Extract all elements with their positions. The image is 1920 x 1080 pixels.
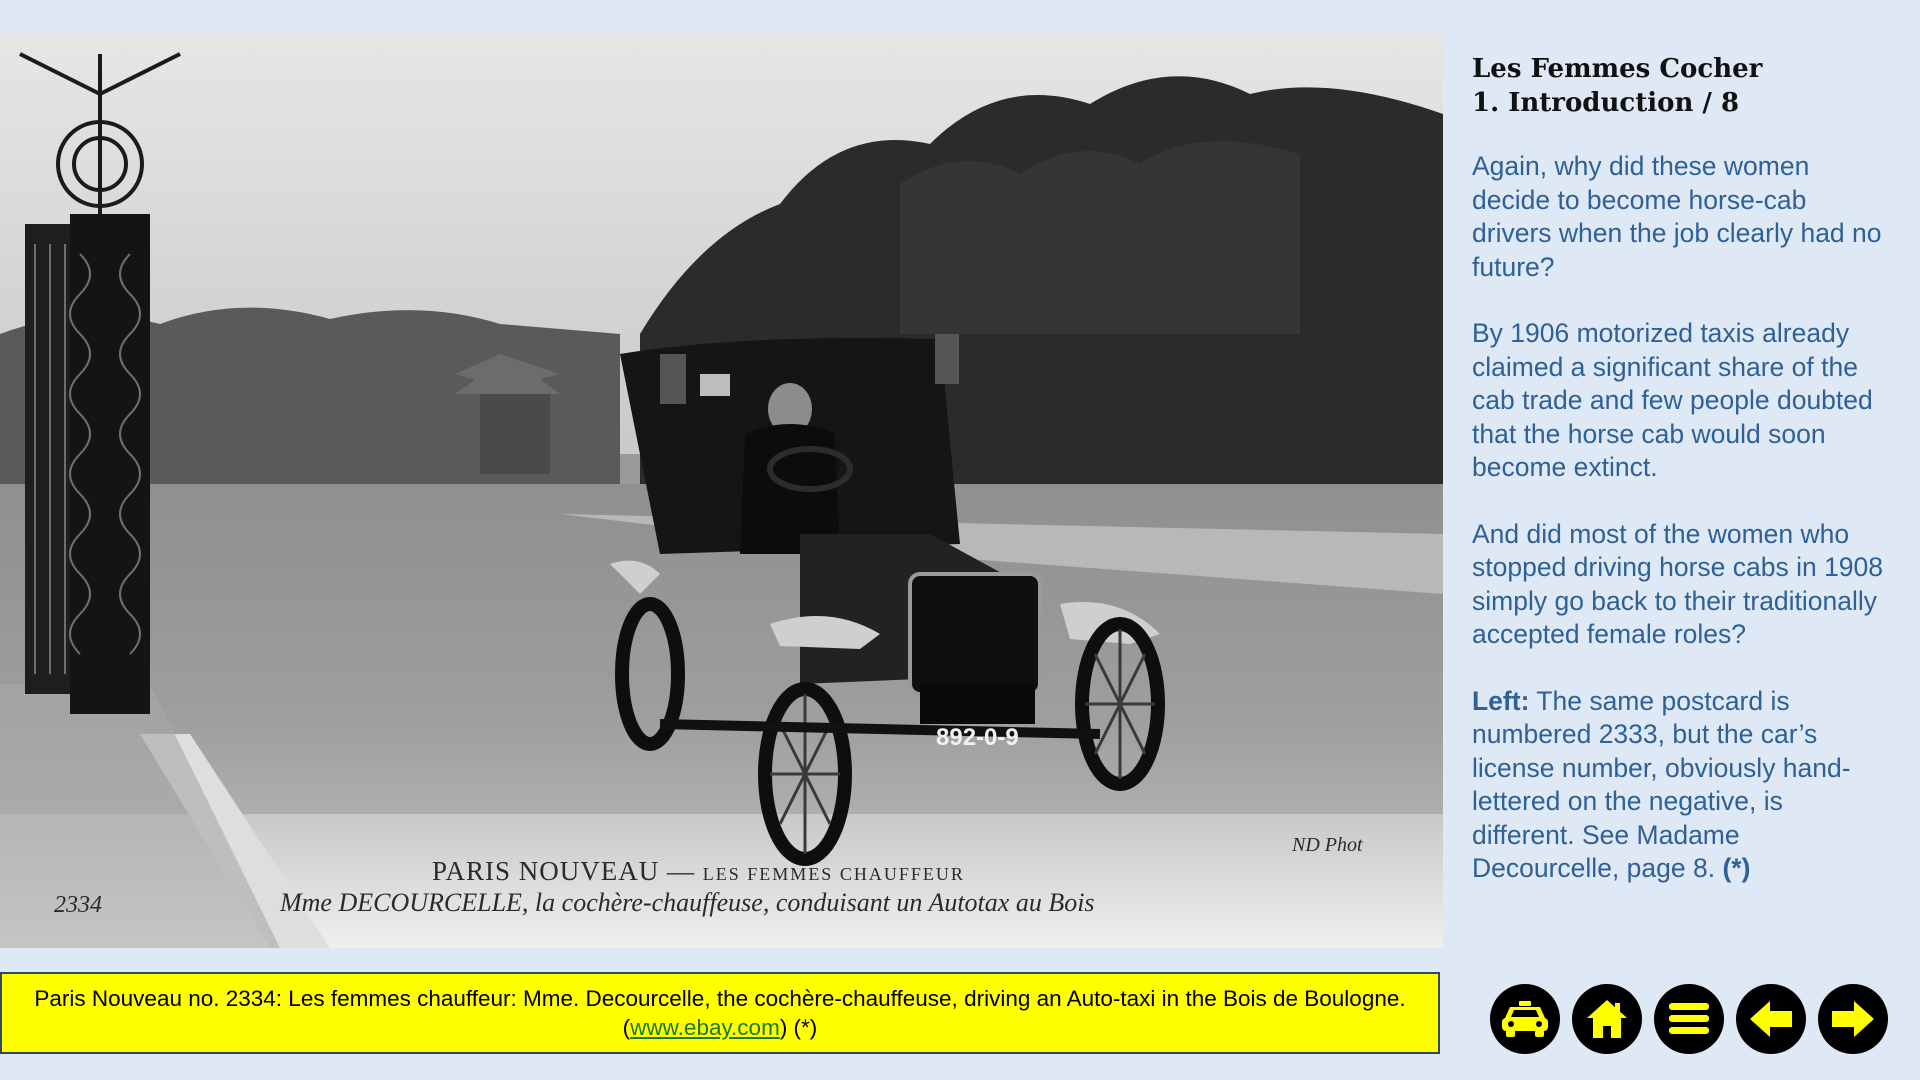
paragraph-3: And did most of the women who stopped driving horse cabs in 1908 simply go back to their traditionally accepted female roles?: [1472, 518, 1884, 649]
home-icon: [1584, 996, 1630, 1042]
title-line-1: Les Femmes Cocher: [1472, 54, 1763, 84]
postcard-illustration: [0, 34, 1443, 948]
paragraph-4-label: Left:: [1472, 685, 1530, 716]
photo-caption: [0, 972, 1440, 1054]
home-button[interactable]: [1572, 984, 1642, 1054]
navigation-bar: [1490, 984, 1910, 1054]
paragraph-2: By 1906 motorized taxis already claimed a significant share of the cab trade and few people doubted that the horse cab would soon become extinct.: [1472, 318, 1873, 482]
license-plate: 892-0-9: [936, 724, 1019, 751]
taxi-icon: [1500, 999, 1550, 1039]
next-button[interactable]: [1818, 984, 1888, 1054]
menu-button[interactable]: [1654, 984, 1724, 1054]
postcard-title: PARIS NOUVEAU — LES FEMMES CHAUFFEUR: [432, 856, 965, 886]
caption-link[interactable]: www.ebay.com: [630, 1015, 780, 1040]
paragraph-4: [1472, 685, 1892, 886]
postcard-subtitle: Mme DECOURCELLE, la cochère-chauffeuse, conduisant un Autotax au Bois: [280, 888, 1095, 917]
postcard-photo: [0, 34, 1443, 948]
paragraph-1: Again, why did these women decide to become horse-cab drivers when the job clearly had no future?: [1472, 151, 1882, 282]
taxi-button[interactable]: [1490, 984, 1560, 1054]
postcard-photographer: ND Phot: [1292, 834, 1363, 856]
menu-icon: [1667, 999, 1711, 1039]
caption-text-end: ) (*): [779, 1015, 818, 1040]
arrow-right-icon: [1830, 999, 1876, 1039]
paragraph-4-text: The same postcard is numbered 2333, but the car’s license number, obviously hand-lettered on the negative, is different. See Madame Decourcelle, page 8.: [1472, 685, 1851, 883]
previous-button[interactable]: [1736, 984, 1806, 1054]
postcard-number: 2334: [54, 892, 102, 918]
arrow-left-icon: [1748, 999, 1794, 1039]
caption-text: Paris Nouveau no. 2334: Les femmes chauffeur: Mme. Decourcelle, the cochère-chauffeuse, driving an Auto-taxi in the Bois de Boulogne. (: [34, 986, 1406, 1040]
title-line-2: 1. Introduction / 8: [1472, 88, 1740, 118]
footnote-marker[interactable]: (*): [1722, 853, 1751, 883]
text-panel: [1472, 52, 1892, 919]
page-title: [1472, 52, 1892, 120]
